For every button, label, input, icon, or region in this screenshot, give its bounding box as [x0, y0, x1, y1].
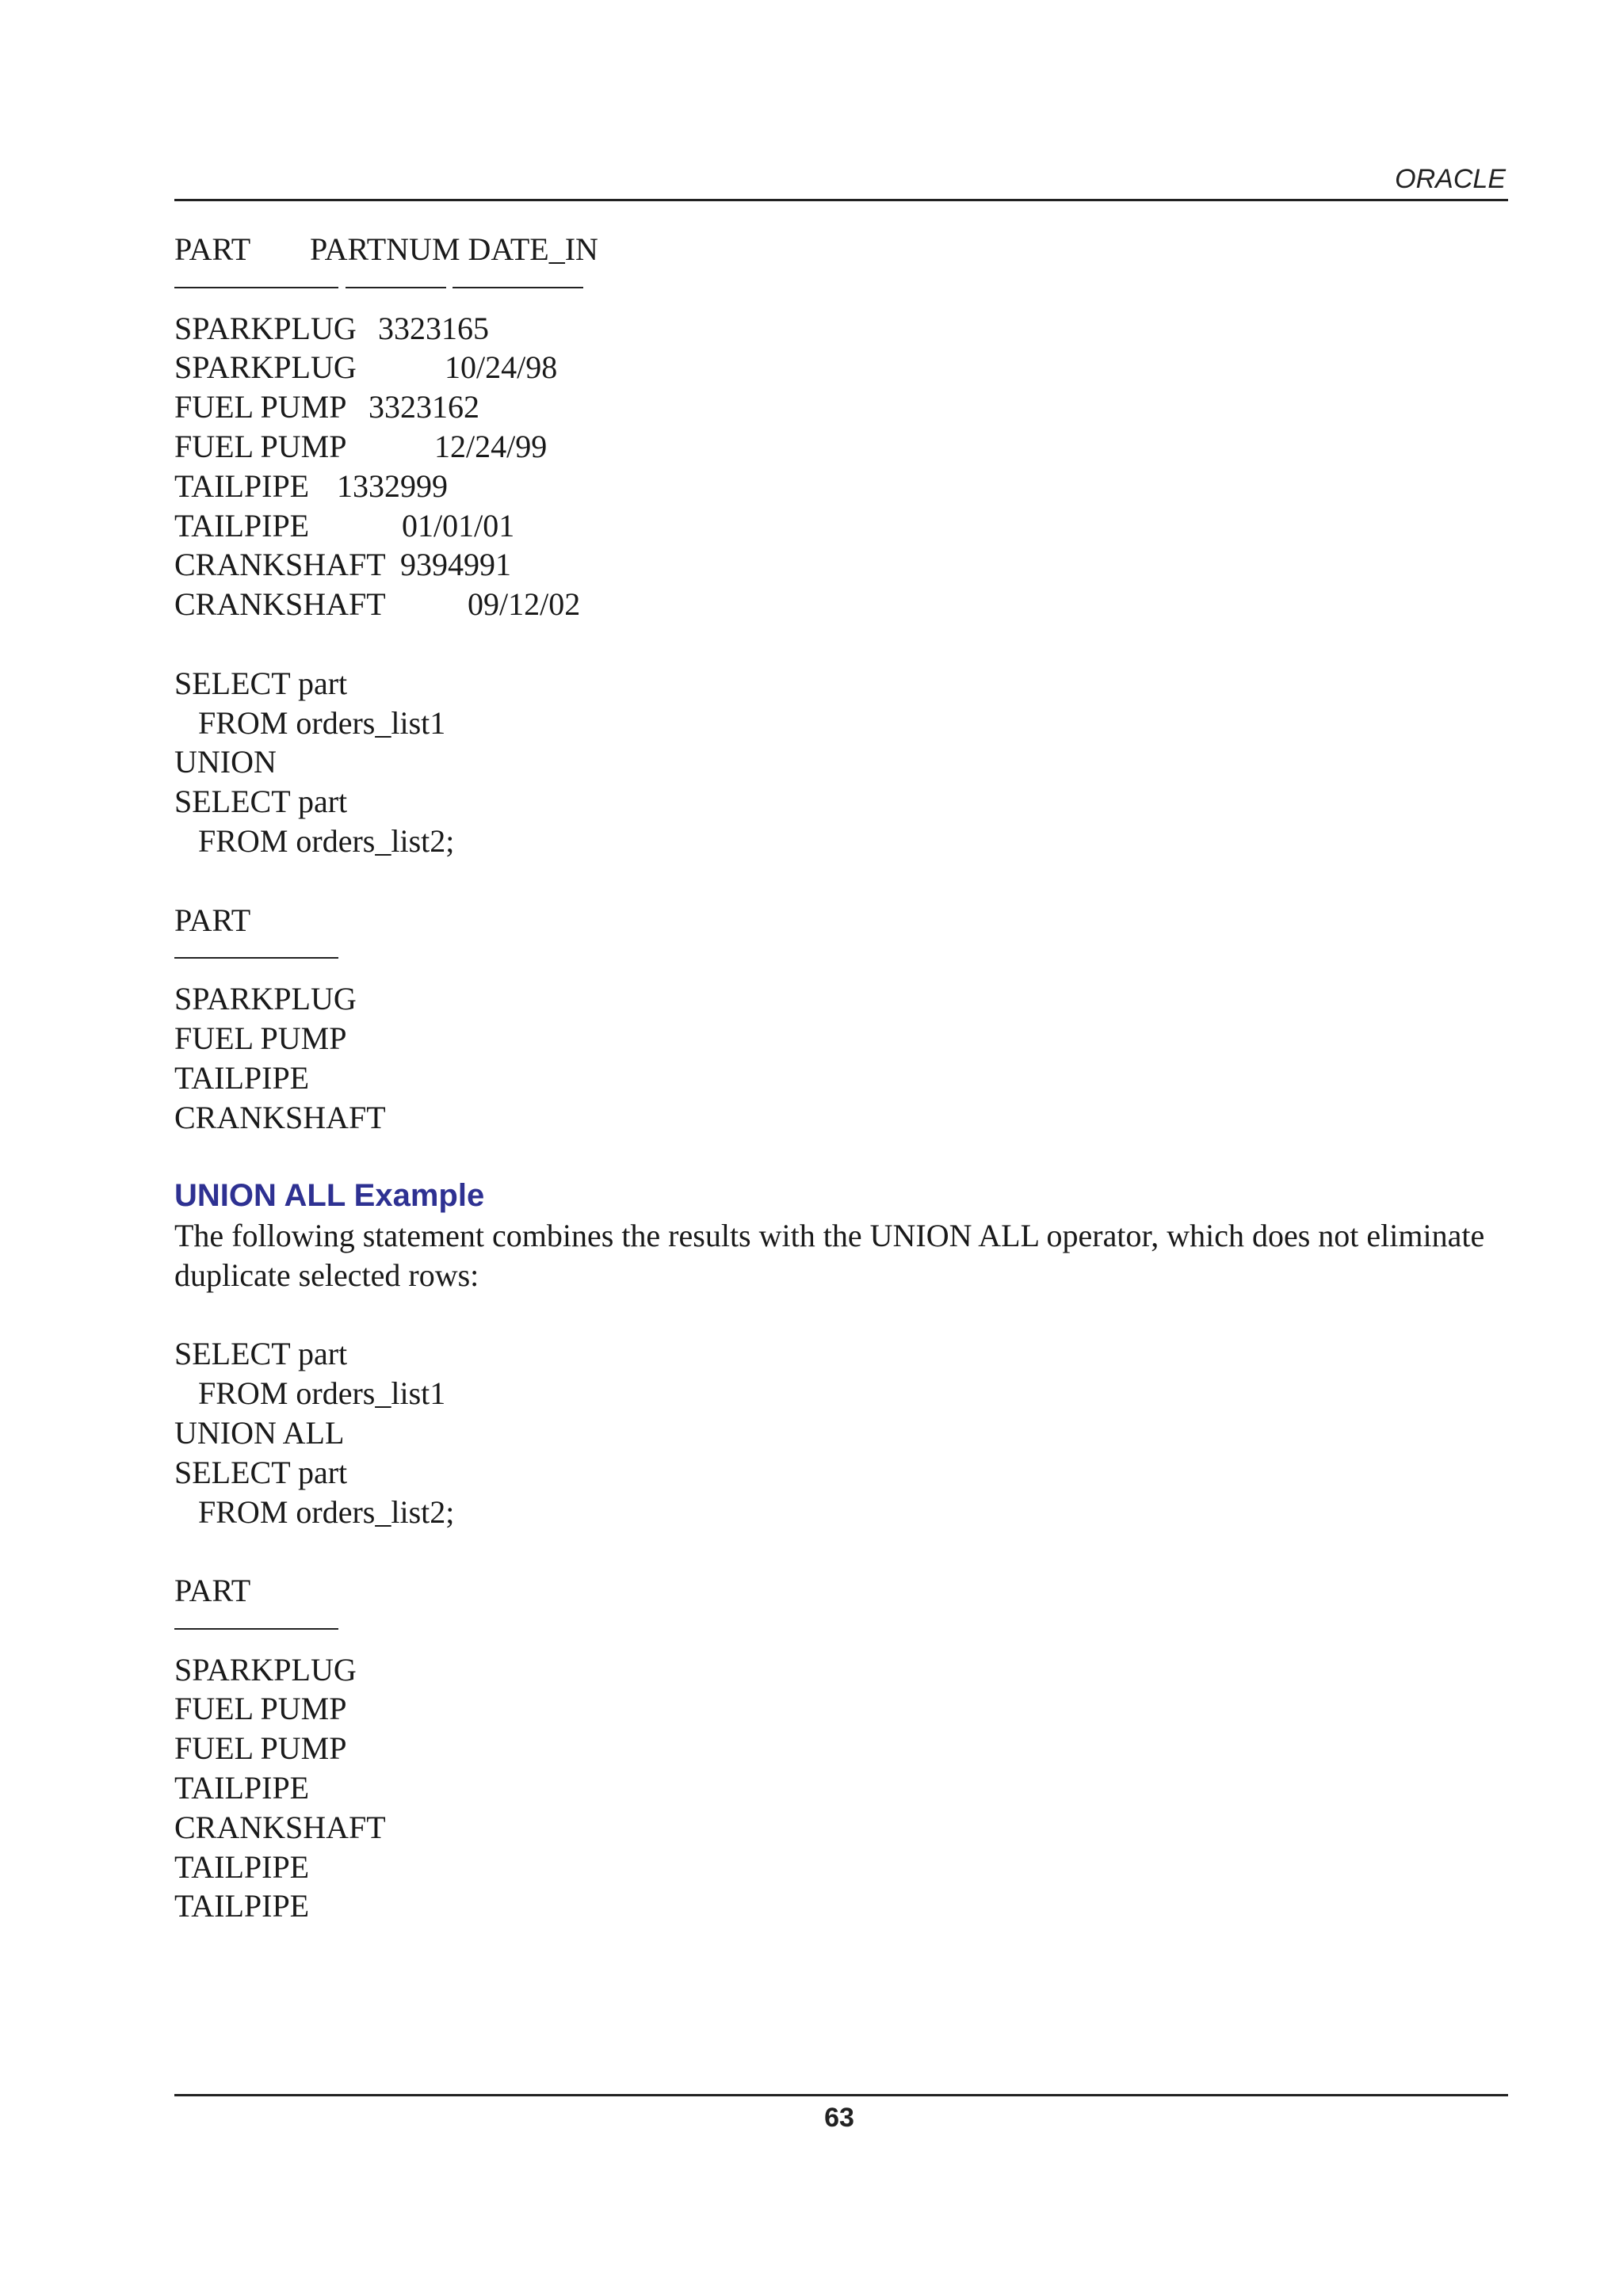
- page-body: [174, 230, 1514, 1926]
- code-line: FROM orders_list1: [174, 1375, 446, 1412]
- table1-header-part: PART: [174, 231, 251, 267]
- table-row: SPARKPLUG 10/24/98: [174, 349, 558, 386]
- code-line: SELECT part: [174, 1454, 348, 1490]
- result1-separator: [174, 940, 1514, 979]
- table-row: CRANKSHAFT 9394991: [174, 547, 511, 583]
- section-paragraph: The following statement combines the results with the UNION ALL operator, which does not eliminate duplicate selected rows:: [174, 1217, 1485, 1293]
- list-item: CRANKSHAFT: [174, 1809, 386, 1845]
- code-line: FROM orders_list1: [174, 704, 446, 741]
- list-item: CRANKSHAFT: [174, 1099, 386, 1135]
- list-item: FUEL PUMP: [174, 1020, 347, 1056]
- running-header: ORACLE: [1395, 164, 1506, 194]
- code-line: UNION ALL: [174, 1414, 345, 1451]
- separator-dash: [174, 1628, 338, 1630]
- list-item: FUEL PUMP: [174, 1691, 347, 1727]
- table1-header-partnum: PARTNUM: [310, 231, 460, 267]
- list-item: TAILPIPE: [174, 1888, 310, 1924]
- list-item: FUEL PUMP: [174, 1730, 347, 1767]
- header-rule: [174, 199, 1508, 201]
- list-item: SPARKPLUG: [174, 981, 357, 1017]
- separator-dash: [453, 287, 583, 288]
- code-line: FROM orders_list2;: [174, 1493, 455, 1530]
- table-row: SPARKPLUG 3323165: [174, 310, 489, 346]
- separator-dash: [346, 287, 446, 288]
- code-line: SELECT part: [174, 1336, 348, 1372]
- page-number: 63: [824, 2103, 854, 2133]
- result2-header: PART: [174, 1573, 251, 1609]
- list-item: TAILPIPE: [174, 1848, 310, 1885]
- code-line: SELECT part: [174, 784, 348, 820]
- section-heading: UNION ALL Example: [174, 1178, 485, 1214]
- footer-rule: [174, 2094, 1508, 2096]
- result1-header: PART: [174, 902, 251, 938]
- list-item: SPARKPLUG: [174, 1651, 357, 1688]
- separator-dash: [174, 287, 338, 288]
- result2-separator: [174, 1611, 1514, 1650]
- code-line: FROM orders_list2;: [174, 822, 455, 859]
- table1-header-row: [174, 230, 1514, 269]
- table-row: CRANKSHAFT 09/12/02: [174, 586, 581, 623]
- table1-header-date-in: DATE_IN: [468, 231, 598, 267]
- table1-separator: [174, 269, 1514, 309]
- table-row: FUEL PUMP 3323162: [174, 389, 479, 425]
- table-row: TAILPIPE 1332999: [174, 467, 448, 504]
- code-line: UNION: [174, 744, 277, 780]
- list-item: TAILPIPE: [174, 1770, 310, 1806]
- code-line: SELECT part: [174, 665, 348, 701]
- table-row: TAILPIPE 01/01/01: [174, 507, 515, 543]
- list-item: TAILPIPE: [174, 1059, 310, 1096]
- table-row: FUEL PUMP 12/24/99: [174, 428, 548, 464]
- separator-dash: [174, 957, 338, 959]
